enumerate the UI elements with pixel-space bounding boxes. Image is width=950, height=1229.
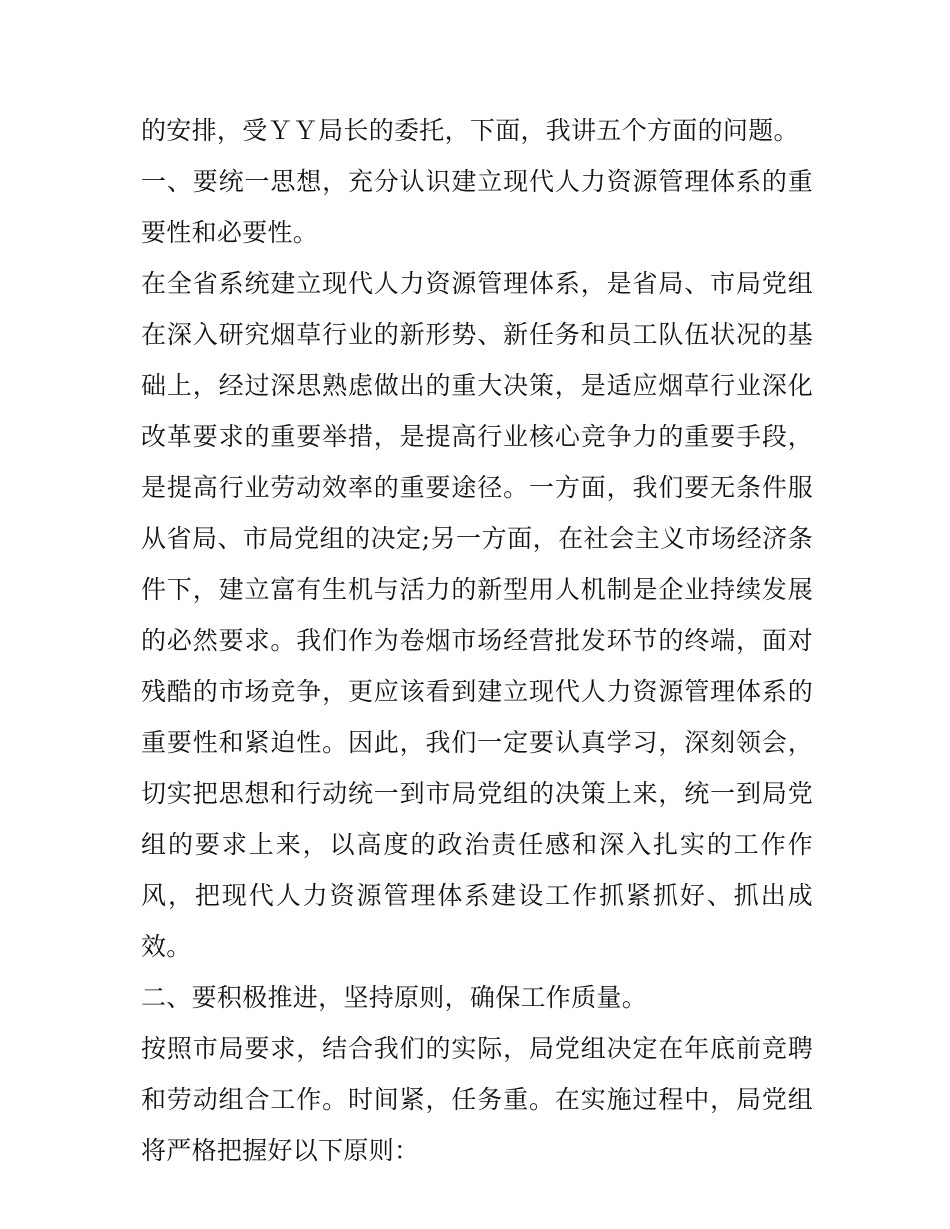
paragraph-section-1: 在全省系统建立现代人力资源管理体系，是省局、市局党组在深入研究烟草行业的新形势、新任务和员工队伍状况的基础上，经过深思熟虑做出的重大决策，是适应烟草行业深化改革要求的重要举措，是提高行业核心竞争力的重要手段，是提高行业劳动效率的重要途径。一方面，我们要无条件服从省局、市局党组的决定;另一方面，在社会主义市场经济条件下，建立富有生机与活力的新型用人机制是企业持续发展的必然要求。我们作为卷烟市场经营批发环节的终端，面对残酷的市场竞争，更应该看到建立现代人力资源管理体系的重要性和紧迫性。因此，我们一定要认真学习，深刻领会，切实把思想和行动统一到市局党组的决策上来，统一到局党组的要求上来，以高度的政治责任感和深入扎实的工作作风，把现代人力资源管理体系建设工作抓紧抓好、抓出成效。 [141,269,813,961]
paragraph-intro: 的安排，受ＹＹ局长的委托，下面，我讲五个方面的问题。 [141,116,799,145]
section-heading-1: 一、要统一思想，充分认识建立现代人力资源管理体系的重要性和必要性。 [141,167,813,247]
paragraph-section-2: 按照市局要求，结合我们的实际，局党组决定在年底前竞聘和劳动组合工作。时间紧，任务重。在实施过程中，局党组将严格把握好以下原则： [141,1034,813,1165]
document-body [141,105,813,1176]
section-heading-2: 二、要积极推进，坚持原则，确保工作质量。 [141,983,648,1012]
